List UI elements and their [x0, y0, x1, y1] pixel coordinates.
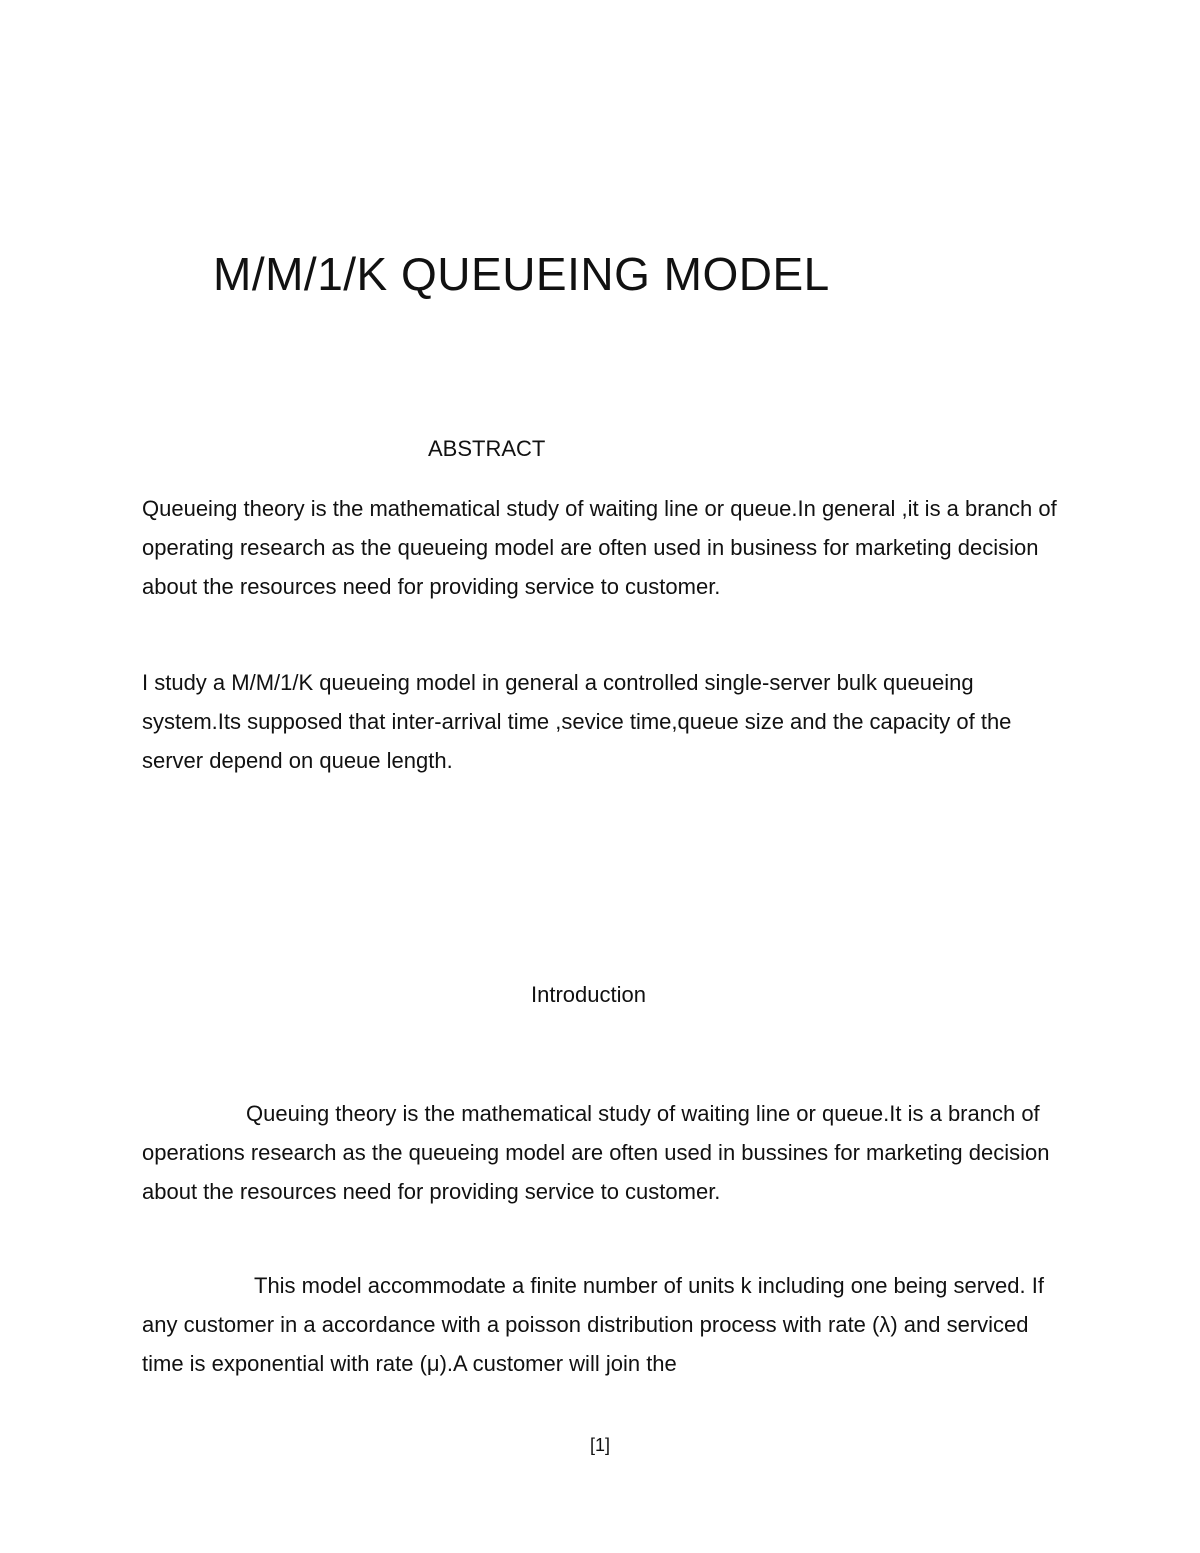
abstract-paragraph: I study a M/M/1/K queueing model in general a controlled single-server bulk queueing system.Its supposed that inter-arrival time ,sevice time,queue size and the capacity of the server depend on queue length. [142, 670, 1012, 773]
document-title: M/M/1/K QUEUEING MODEL [213, 248, 830, 300]
abstract-heading: ABSTRACT [428, 436, 546, 461]
page-number: [1] [589, 1435, 610, 1455]
abstract-paragraph: Queueing theory is the mathematical study of waiting line or queue.In general ,it is a branch of operating research as the queueing model are often used in business for marketing decision about the resources need for providing service to customer. [142, 496, 1057, 599]
introduction-paragraph: This model accommodate a finite number of units k including one being served. If any customer in a accordance with a poisson distribution process with rate (λ) and serviced time is exponential with rate (μ).A customer will join the [142, 1273, 1044, 1376]
introduction-paragraph: Queuing theory is the mathematical study of waiting line or queue.It is a branch of operations research as the queueing model are often used in bussines for marketing decision about the resources need for providing service to customer. [142, 1101, 1050, 1204]
introduction-heading: Introduction [531, 982, 646, 1007]
